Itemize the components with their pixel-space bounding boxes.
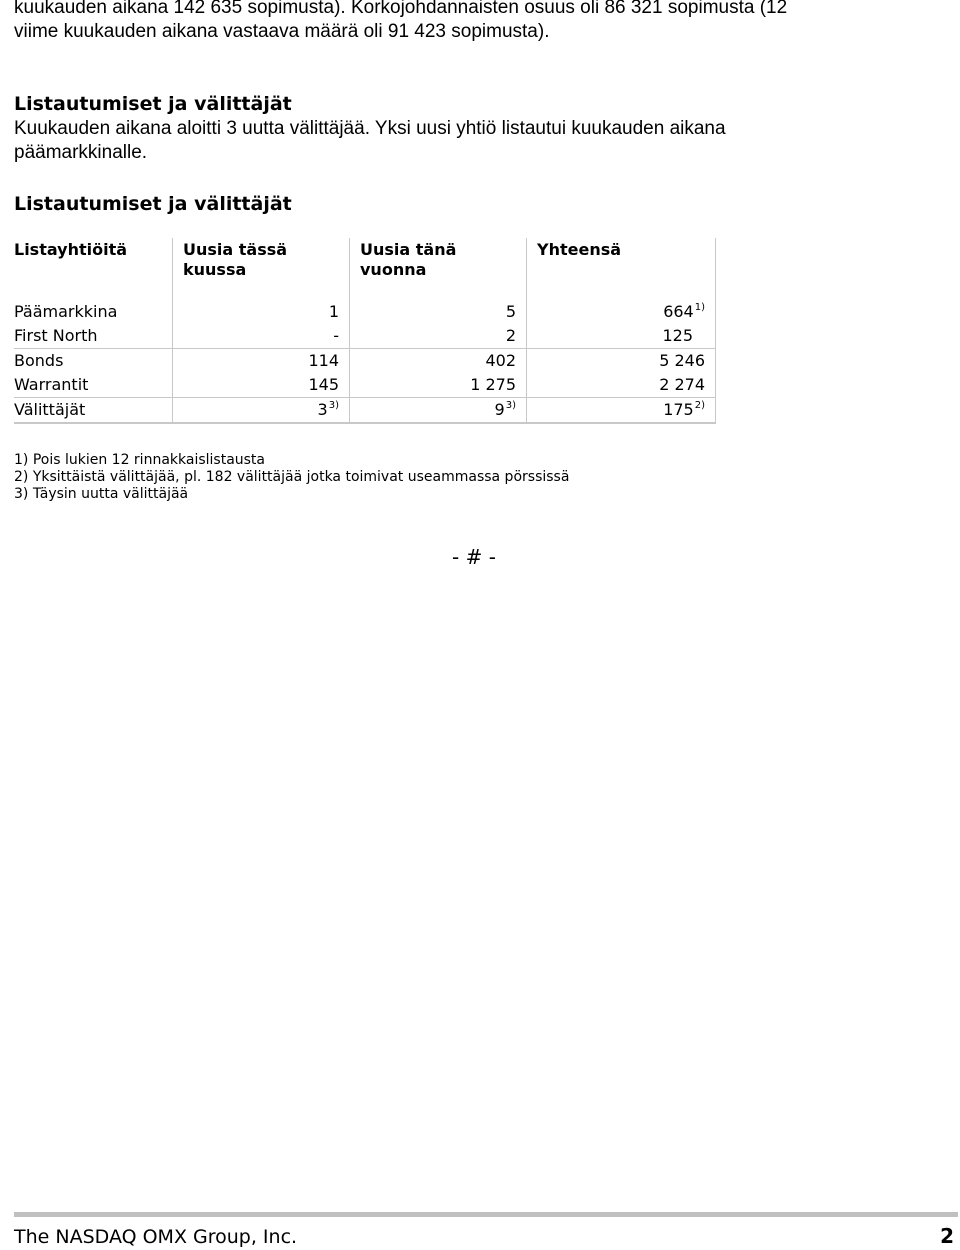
footnote-ref: 2) [694,400,705,411]
table-row [14,300,716,324]
footnote-3: 3) Täysin uutta välittäjää [14,486,189,502]
row-label: First North [14,324,173,349]
row-new-month: - [173,324,350,349]
header-new-this-month-line1: Uusia tässä [183,240,288,259]
footnote-ref: 1) [694,302,705,313]
footer-divider [14,1212,958,1217]
row-label: Warrantit [14,373,173,398]
row-new-month: 114 [173,349,350,374]
footnotes [14,452,569,503]
section-heading: Listautumiset ja välittäjät [14,93,292,115]
intro-paragraph [14,0,954,44]
table-row [14,324,716,349]
row-label: Päämarkkina [14,300,173,324]
row-new-month: 145 [173,373,350,398]
table-row [14,373,716,398]
footnote-1: 1) Pois lukien 12 rinnakkaislistausta [14,452,266,468]
row-total: 125 [527,324,716,349]
section-line-1: Kuukauden aikana aloitti 3 uutta välittäjää. Yksi uusi yhtiö listautui kuukauden aikana [14,118,726,139]
header-new-this-year-line2: vuonna [360,260,427,279]
footer-company: The NASDAQ OMX Group, Inc. [14,1226,298,1248]
row-new-year: 5 [350,300,527,324]
table-row [14,398,716,424]
header-total: Yhteensä [527,238,716,300]
table-header-row [14,238,716,300]
listing-table [14,238,716,424]
row-new-year: 1 275 [350,373,527,398]
footnote-ref: 3) [328,400,339,411]
section-paragraph [14,117,934,165]
header-listed-companies: Listayhtiöitä [14,238,173,300]
section-line-2: päämarkkinalle. [14,142,148,163]
end-mark: - # - [452,545,496,569]
row-label: Bonds [14,349,173,374]
intro-line-1: kuukauden aikana 142 635 sopimusta). Korkojohdannaisten osuus oli 86 321 sopimusta (12 [14,0,788,18]
row-new-year: 402 [350,349,527,374]
header-new-this-year [350,238,527,300]
row-new-year: 9$^{3)}$ [350,398,527,424]
row-new-year: 2 [350,324,527,349]
row-label: Välittäjät [14,398,173,424]
row-total: 664$^{1)}$ [527,300,716,324]
row-new-month: 3$^{3)}$ [173,398,350,424]
row-total: 2 274 [527,373,716,398]
row-total: 5 246 [527,349,716,374]
header-new-this-year-line1: Uusia tänä [360,240,457,259]
page-number: 2 [940,1224,954,1248]
row-total: 175$^{2)}$ [527,398,716,424]
footnote-ref: 3) [505,400,516,411]
intro-line-2: viime kuukauden aikana vastaava määrä oli 91 423 sopimusta). [14,21,550,42]
row-new-month: 1 [173,300,350,324]
table-title: Listautumiset ja välittäjät [14,193,292,215]
table-row [14,349,716,374]
header-new-this-month [173,238,350,300]
header-new-this-month-line2: kuussa [183,260,247,279]
footnote-2: 2) Yksittäistä välittäjää, pl. 182 välittäjää jotka toimivat useammassa pörssissä [14,469,570,485]
